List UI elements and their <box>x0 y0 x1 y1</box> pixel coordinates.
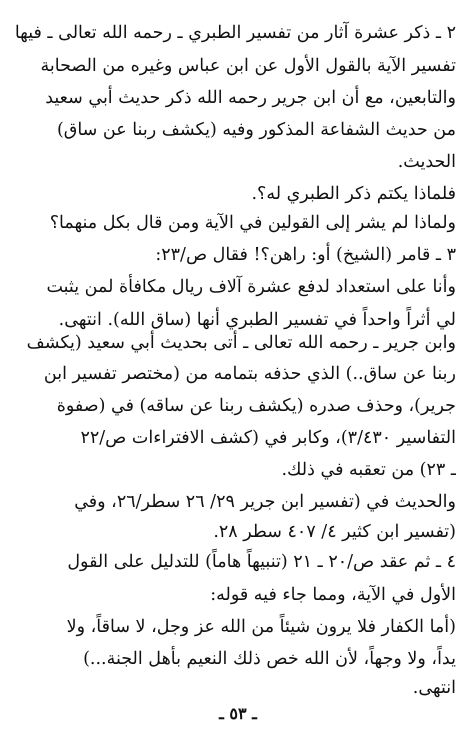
text-line-10: لي أثراً واحداً في تفسير الطبري أنها (ساق الله). انتهى. <box>58 310 456 330</box>
text-line-14: التفاسير ٣/٤٣٠)، وكابر في (كشف الافتراءات ص/٢٢ <box>80 428 456 448</box>
text-line-3: والتابعين، مع أن ابن جرير رحمه الله ذكر حديث أبي سعيد <box>45 88 456 108</box>
text-line-19: الأول في الآية، ومما جاء فيه قوله: <box>210 585 456 605</box>
text-line-5: الحديث. <box>397 152 456 172</box>
text-line-4: من حديث الشفاعة المذكور وفيه (يكشف ربنا عن ساق) <box>56 120 456 140</box>
text-line-9: وأنا على استعداد لدفع عشرة آلاف ريال مكافأة لمن يثبت <box>46 277 456 297</box>
text-line-21: يداً، ولا وجهاً، لأن الله خص ذلك النعيم بأهل الجنة...) <box>83 649 456 669</box>
text-line-6: فلماذا يكتم ذكر الطبري له؟. <box>251 184 456 204</box>
text-line-8: ٣ ـ قامر (الشيخ) أو: راهن؟! فقال ص/٢٣: <box>155 245 456 265</box>
text-line-13: جرير)، وحذف صدره (يكشف ربنا عن ساقه) في (صفوة <box>56 396 456 416</box>
text-line-22: انتهى. <box>412 678 456 698</box>
document-page <box>8 0 456 734</box>
text-line-2: تفسير الآية بالقول الأول عن ابن عباس وغيره من الصحابة <box>40 56 456 76</box>
text-line-20: (أما الكفار فلا يرون شيئاً من الله عز وجل، لا ساقاً، ولا <box>66 617 456 637</box>
text-line-11: وابن جرير ـ رحمه الله تعالى ـ أتى بحديث أبي سعيد (يكشف <box>26 333 456 353</box>
text-line-18: ٤ ـ ثم عقد ص/٢٠ ـ ٢١ (تنبيهاً هاماً) للتدليل على القول <box>67 552 456 572</box>
text-line-1: ٢ ـ ذكر عشرة آثار من تفسير الطبري ـ رحمه الله تعالى ـ فيها <box>14 23 456 43</box>
text-line-17: (تفسير ابن كثير ٤/ ٤٠٧ سطر ٢٨. <box>213 522 456 542</box>
text-line-7: ولماذا لم يشر إلى القولين في الآية ومن قال بكل منهما؟ <box>49 213 456 233</box>
page-number: ـ ٥٣ ـ <box>219 704 257 723</box>
text-line-16: والحديث في (تفسير ابن جرير ٢٩/ ٢٦ سطر/٢٦، وفي <box>74 492 456 512</box>
text-line-12: ربنا عن ساق..) الذي حذفه بتمامه من (مختصر تفسير ابن <box>43 364 456 384</box>
text-line-15: ـ ٢٣) من تعقبه في ذلك. <box>281 460 456 480</box>
